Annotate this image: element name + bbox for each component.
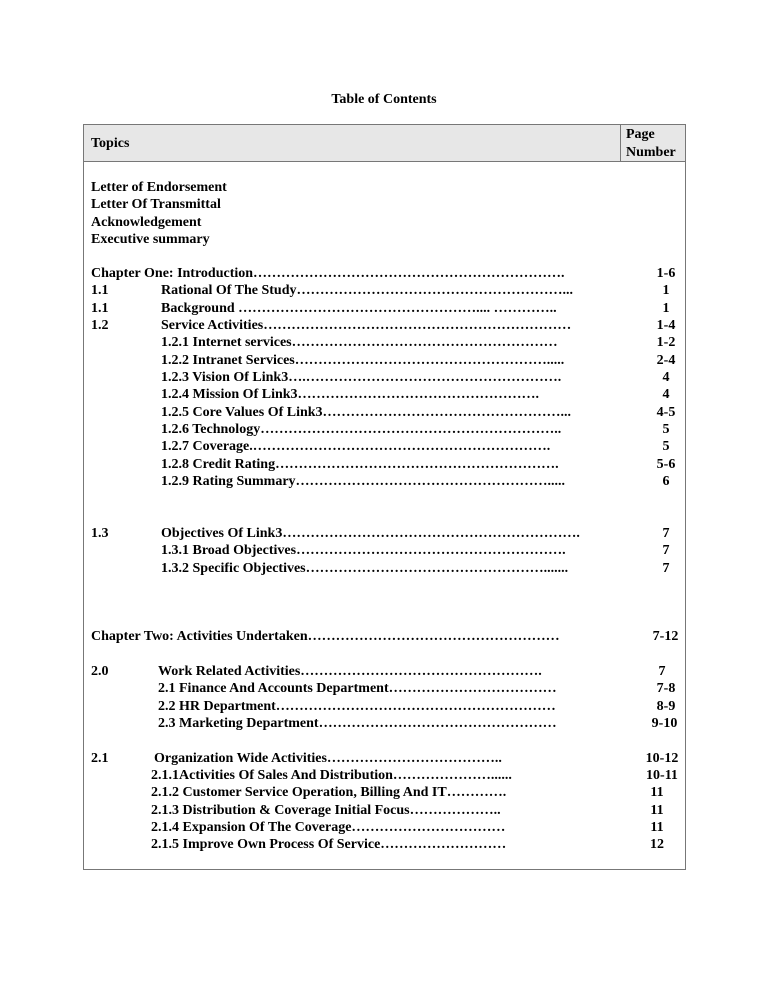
entry-page: 4: [662, 370, 670, 385]
entry-number: 1.1: [91, 283, 109, 298]
entry-title: 1.2.4 Mission Of Link3…………………………………………….: [161, 387, 540, 402]
entry-title: 1.2.9 Rating Summary……………………………………………….....: [161, 474, 566, 489]
entry-page: 2-4: [656, 353, 676, 368]
entry-page: 6: [662, 474, 670, 489]
entry-page: 7-8: [656, 681, 676, 696]
toc-entry[interactable]: [84, 334, 685, 352]
toc-entry[interactable]: [84, 560, 685, 578]
toc-entry[interactable]: [84, 542, 685, 560]
entry-page: 1-6: [656, 266, 676, 281]
entry-title: 1.3.1 Broad Objectives………………………………………………….: [161, 543, 566, 558]
toc-entry[interactable]: [84, 663, 685, 681]
entry-page: 8-9: [656, 699, 676, 714]
header-topics: Topics: [91, 136, 130, 151]
entry-title: 1.2.3 Vision Of Link3….……………………………………………….: [161, 370, 562, 385]
entry-page: 11: [650, 803, 664, 818]
entry-title: Organization Wide Activities………………………………..: [154, 751, 502, 766]
front-matter-item: Letter Of Transmittal: [91, 197, 221, 212]
toc-entry-chapter-two[interactable]: [84, 628, 685, 646]
entry-title: 1.2.2 Intranet Services……………………………………………….....: [161, 353, 565, 368]
document-title: Table of Contents: [331, 92, 437, 107]
entry-page: 5: [662, 422, 670, 437]
entry-title: 2.3 Marketing Department……………………………………………: [158, 716, 557, 731]
entry-page: 7: [662, 543, 670, 558]
front-matter-item: Letter of Endorsement: [91, 180, 227, 195]
toc-entry[interactable]: [84, 300, 685, 318]
entry-title: Service Activities…………………………………………………………: [161, 318, 572, 333]
header-page-number: Page Number: [626, 127, 676, 160]
entry-title: 1.2.6 Technology………………………………………………………..: [161, 422, 562, 437]
entry-title: 2.1 Finance And Accounts Department………………………………: [158, 681, 557, 696]
toc-entry[interactable]: [84, 456, 685, 474]
front-matter-item: Acknowledgement: [91, 215, 202, 230]
front-matter-item: Executive summary: [91, 232, 210, 247]
entry-title: Rational Of The Study…………………………………………………...: [161, 283, 573, 298]
entry-page: 10-11: [646, 768, 678, 783]
entry-title: 2.1.1Activities Of Sales And Distribution…………………......: [151, 768, 512, 783]
entry-title: 2.1.5 Improve Own Process Of Service………………………: [151, 837, 507, 852]
entry-page: 1: [662, 283, 670, 298]
header-divider: [620, 125, 621, 161]
entry-title: 1.2.5 Core Values Of Link3……………………………………………...: [161, 405, 572, 420]
entry-title: 1.3.2 Specific Objectives…………………………………………….......: [161, 561, 569, 576]
toc-entry[interactable]: [84, 784, 685, 802]
entry-title: 1.2.8 Credit Rating…………………………………………………….: [161, 457, 559, 472]
toc-entry[interactable]: [84, 525, 685, 543]
entry-page: 7: [662, 561, 670, 576]
entry-page: 9-10: [651, 716, 678, 731]
entry-page: 7-12: [652, 629, 679, 644]
toc-entry[interactable]: [84, 473, 685, 491]
entry-title: 1.2.1 Internet services…………………………………………………: [161, 335, 558, 350]
entry-title: 1.2.7 Coverage.……………………………………………………….: [161, 439, 551, 454]
entry-page: 5-6: [656, 457, 676, 472]
entry-number: 2.1: [91, 751, 109, 766]
toc-entry[interactable]: [84, 836, 685, 854]
entry-title: Chapter One: Introduction………………………………………………………….: [91, 266, 565, 281]
entry-page: 5: [662, 439, 670, 454]
toc-entry[interactable]: [84, 802, 685, 820]
toc-entry[interactable]: [84, 317, 685, 335]
entry-title: Work Related Activities…………………………………………….: [158, 664, 542, 679]
entry-page: 1: [662, 301, 670, 316]
entry-page: 11: [650, 785, 664, 800]
toc-entry[interactable]: [84, 282, 685, 300]
entry-title: Objectives Of Link3……………………………………………………….: [161, 526, 580, 541]
entry-number: 1.3: [91, 526, 109, 541]
entry-page: 4: [662, 387, 670, 402]
entry-page: 1-2: [656, 335, 676, 350]
entry-page: 4-5: [656, 405, 676, 420]
entry-page: 1-4: [656, 318, 676, 333]
entry-title: Chapter Two: Activities Undertaken………………………………………………: [91, 629, 560, 644]
entry-page: 7: [662, 526, 670, 541]
toc-entry[interactable]: [84, 421, 685, 439]
entry-title: 2.1.4 Expansion Of The Coverage……………………………: [151, 820, 506, 835]
toc-entry[interactable]: [84, 369, 685, 387]
entry-number: 2.0: [91, 664, 109, 679]
toc-entry[interactable]: [84, 715, 685, 733]
toc-entry[interactable]: [84, 698, 685, 716]
toc-entry-chapter-one[interactable]: [84, 265, 685, 283]
entry-title: 2.2 HR Department……………………………………………………: [158, 699, 556, 714]
toc-entry[interactable]: [84, 680, 685, 698]
toc-table: [83, 124, 686, 870]
toc-entry[interactable]: [84, 352, 685, 370]
toc-entry[interactable]: [84, 438, 685, 456]
toc-entry[interactable]: [84, 404, 685, 422]
toc-entry[interactable]: [84, 767, 685, 785]
toc-entry[interactable]: [84, 819, 685, 837]
entry-number: 1.1: [91, 301, 109, 316]
entry-page: 10-12: [645, 751, 679, 766]
entry-page: 11: [650, 820, 664, 835]
toc-entry[interactable]: [84, 750, 685, 768]
entry-page: 7: [658, 664, 666, 679]
entry-title: 2.1.3 Distribution & Coverage Initial Focus………………..: [151, 803, 501, 818]
toc-entry[interactable]: [84, 386, 685, 404]
entry-title: Background …………………………………………….... …………..: [161, 301, 557, 316]
toc-header-row: [84, 125, 685, 162]
entry-page: 12: [650, 837, 664, 852]
entry-number: 1.2: [91, 318, 109, 333]
entry-title: 2.1.2 Customer Service Operation, Billing And IT………….: [151, 785, 507, 800]
